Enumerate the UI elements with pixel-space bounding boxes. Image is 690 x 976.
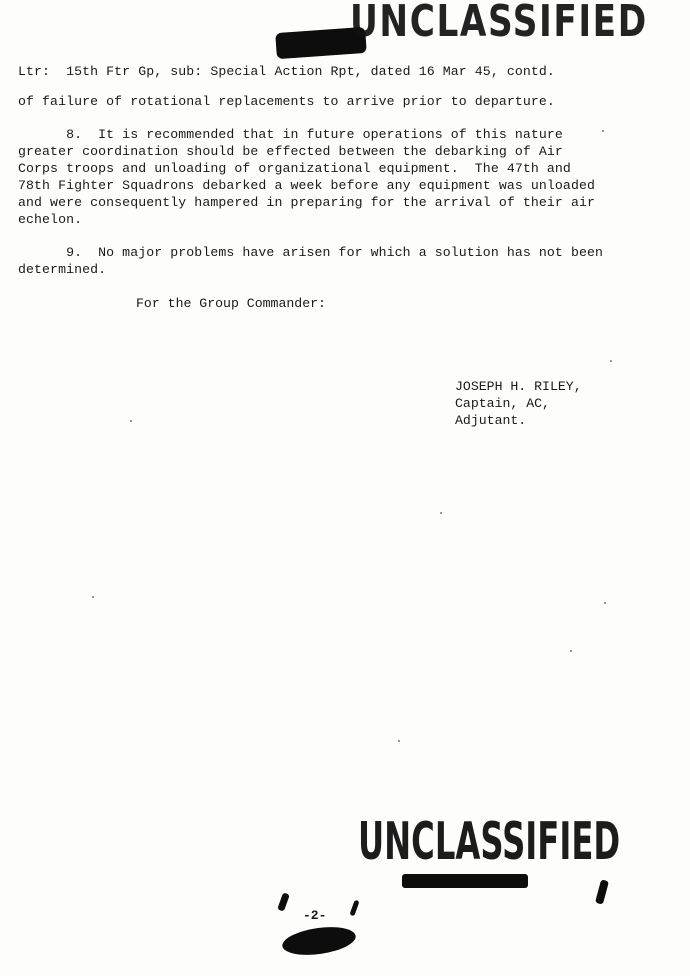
paragraph-9-line: determined.: [18, 262, 107, 277]
signature-title: Adjutant.: [455, 413, 527, 428]
page-number: -2-: [303, 908, 327, 923]
ink-mark-left: [277, 892, 290, 911]
paragraph-8-line: 78th Fighter Squadrons debarked a week before any equipment was unloaded: [18, 178, 595, 193]
signature-rank: Captain, AC,: [455, 396, 550, 411]
paragraph-8-line: echelon.: [18, 212, 83, 227]
stamp-mark-bottom: [595, 879, 609, 904]
speck: [92, 596, 94, 598]
paragraph-continuation: of failure of rotational replacements to arrive prior to departure.: [18, 94, 555, 109]
paragraph-8-line: Corps troops and unloading of organizational equipment. The 47th and: [18, 161, 571, 176]
paragraph-8-line: 8. It is recommended that in future operations of this nature: [18, 127, 563, 142]
ink-mark-right: [349, 900, 359, 917]
classification-stamp-bottom: UNCLASSIFIED: [358, 812, 621, 872]
signature-name: JOSEPH H. RILEY,: [455, 379, 582, 394]
classification-stamp-top: UNCLASSIFIED: [350, 0, 648, 47]
speck: [440, 512, 442, 514]
speck: [610, 360, 612, 362]
speck: [602, 130, 604, 132]
closing-line: For the Group Commander:: [136, 296, 326, 311]
redaction-blot-bottom: [281, 923, 358, 959]
paragraph-8-line: and were consequently hampered in preparing for the arrival of their air: [18, 195, 595, 210]
paragraph-9-line: 9. No major problems have arisen for which a solution has not been: [18, 245, 604, 260]
speck: [130, 420, 132, 422]
paragraph-8-line: greater coordination should be effected between the debarking of Air: [18, 144, 563, 159]
speck: [398, 740, 400, 742]
speck: [604, 602, 606, 604]
redaction-bar-bottom: [402, 874, 528, 888]
speck: [570, 650, 572, 652]
letter-header: Ltr: 15th Ftr Gp, sub: Special Action Rpt, dated 16 Mar 45, contd.: [18, 64, 555, 79]
